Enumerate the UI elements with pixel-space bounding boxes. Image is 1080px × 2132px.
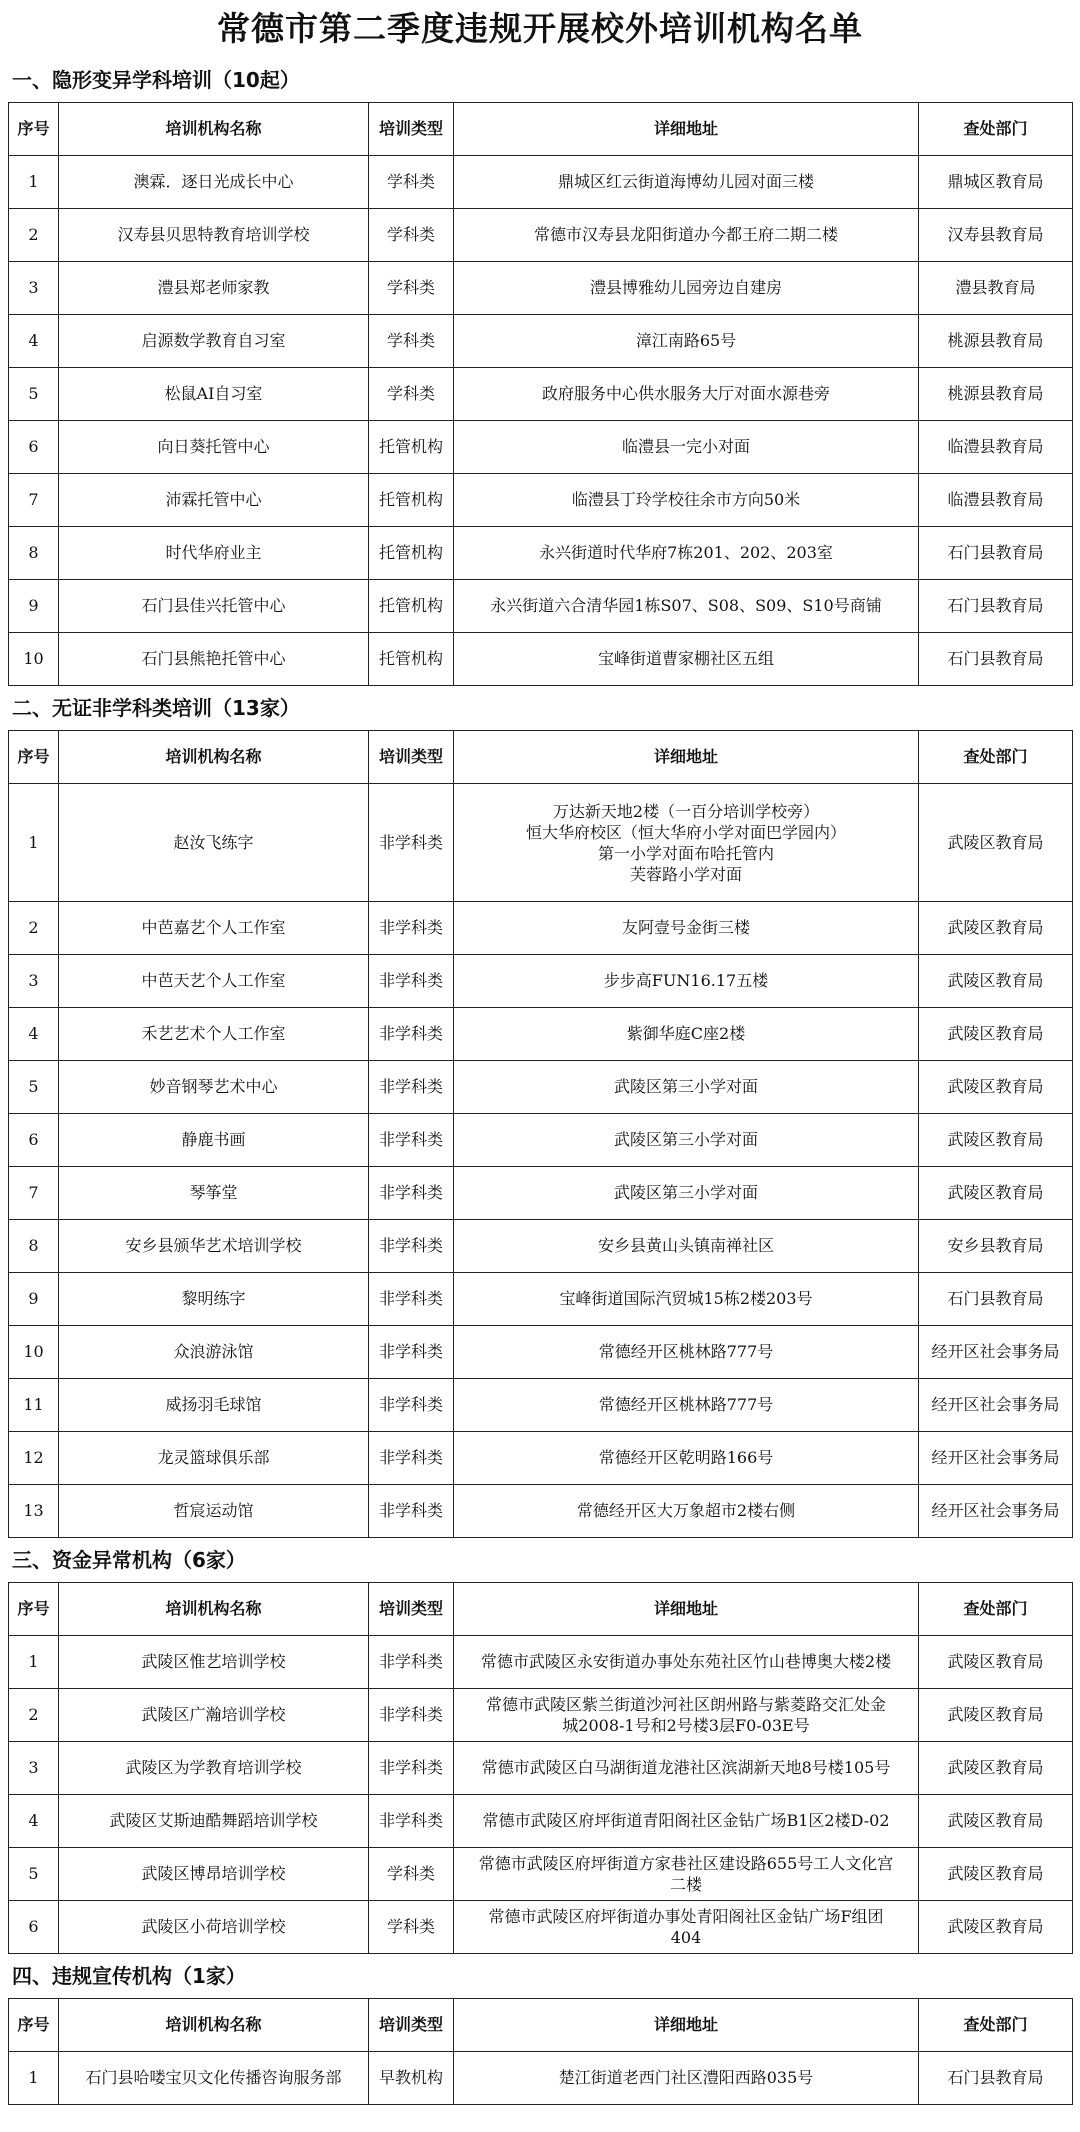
cell-dept: 石门县教育局 — [919, 580, 1073, 633]
cell-dept: 武陵区教育局 — [919, 1848, 1073, 1901]
cell-dept: 武陵区教育局 — [919, 1008, 1073, 1061]
header-name: 培训机构名称 — [59, 103, 369, 156]
institution-table — [8, 1998, 1073, 2105]
cell-dept: 经开区社会事务局 — [919, 1485, 1073, 1538]
table-row — [9, 209, 1073, 262]
cell-type: 非学科类 — [369, 1636, 454, 1689]
cell-name: 黎明练字 — [59, 1273, 369, 1326]
table-row — [9, 633, 1073, 686]
header-type: 培训类型 — [369, 1999, 454, 2052]
cell-dept: 桃源县教育局 — [919, 368, 1073, 421]
cell-type: 非学科类 — [369, 1485, 454, 1538]
cell-dept: 武陵区教育局 — [919, 1795, 1073, 1848]
cell-type: 托管机构 — [369, 633, 454, 686]
cell-type: 非学科类 — [369, 1689, 454, 1742]
cell-address: 常德市武陵区白马湖街道龙港社区滨湖新天地8号楼105号 — [454, 1742, 919, 1795]
address-line: 恒大华府校区（恒大华府小学对面巴学园内） — [525, 822, 846, 842]
cell-address: 临澧县一完小对面 — [454, 421, 919, 474]
cell-no: 4 — [9, 1008, 59, 1061]
cell-dept: 经开区社会事务局 — [919, 1432, 1073, 1485]
cell-no: 9 — [9, 580, 59, 633]
cell-type: 非学科类 — [369, 1061, 454, 1114]
cell-address: 楚江街道老西门社区澧阳西路035号 — [454, 2052, 919, 2105]
cell-no: 6 — [9, 1901, 59, 1954]
cell-address — [454, 1848, 919, 1901]
cell-address: 常德经开区大万象超市2楼右侧 — [454, 1485, 919, 1538]
cell-no: 5 — [9, 368, 59, 421]
cell-address — [454, 784, 919, 902]
table-row — [9, 580, 1073, 633]
table-row — [9, 474, 1073, 527]
cell-type: 学科类 — [369, 1901, 454, 1954]
address-line: 常德市武陵区紫兰街道沙河社区朗州路与紫菱路交汇处金 — [485, 1695, 886, 1714]
cell-name: 澧县郑老师家教 — [59, 262, 369, 315]
table-header-row — [9, 103, 1073, 156]
address-line: 城2008-1号和2号楼3层F0-03E号 — [562, 1716, 810, 1735]
table-row — [9, 1689, 1073, 1742]
header-type: 培训类型 — [369, 1583, 454, 1636]
header-address: 详细地址 — [454, 1999, 919, 2052]
cell-type: 学科类 — [369, 1848, 454, 1901]
cell-name: 向日葵托管中心 — [59, 421, 369, 474]
table-row — [9, 902, 1073, 955]
cell-type: 非学科类 — [369, 1326, 454, 1379]
cell-no: 8 — [9, 527, 59, 580]
cell-no: 11 — [9, 1379, 59, 1432]
table-row — [9, 315, 1073, 368]
cell-name: 中芭天艺个人工作室 — [59, 955, 369, 1008]
cell-name: 石门县熊艳托管中心 — [59, 633, 369, 686]
cell-dept: 武陵区教育局 — [919, 902, 1073, 955]
cell-type: 托管机构 — [369, 421, 454, 474]
cell-dept: 临澧县教育局 — [919, 421, 1073, 474]
cell-address — [454, 1901, 919, 1954]
cell-type: 托管机构 — [369, 580, 454, 633]
cell-type: 非学科类 — [369, 1167, 454, 1220]
cell-type: 非学科类 — [369, 1273, 454, 1326]
header-dept: 查处部门 — [919, 103, 1073, 156]
table-row — [9, 1273, 1073, 1326]
address-line: 404 — [670, 1928, 702, 1947]
cell-name: 石门县佳兴托管中心 — [59, 580, 369, 633]
cell-name: 琴筝堂 — [59, 1167, 369, 1220]
cell-dept: 武陵区教育局 — [919, 784, 1073, 902]
cell-name: 武陵区小荷培训学校 — [59, 1901, 369, 1954]
table-row — [9, 1485, 1073, 1538]
address-line: 常德市武陵区府坪街道办事处青阳阁社区金钻广场F组团 — [488, 1907, 884, 1926]
cell-dept: 武陵区教育局 — [919, 1742, 1073, 1795]
cell-name: 安乡县颁华艺术培训学校 — [59, 1220, 369, 1273]
cell-type: 非学科类 — [369, 1742, 454, 1795]
cell-no: 3 — [9, 955, 59, 1008]
header-dept: 查处部门 — [919, 1583, 1073, 1636]
table-header-row — [9, 1999, 1073, 2052]
cell-dept: 石门县教育局 — [919, 1273, 1073, 1326]
cell-address: 常德市武陵区府坪街道青阳阁社区金钻广场B1区2楼D-02 — [454, 1795, 919, 1848]
document-title: 常德市第二季度违规开展校外培训机构名单 — [217, 9, 863, 48]
cell-no: 12 — [9, 1432, 59, 1485]
cell-type: 非学科类 — [369, 1795, 454, 1848]
section-heading: 四、违规宣传机构（1家） — [12, 1964, 246, 1988]
cell-dept: 武陵区教育局 — [919, 1114, 1073, 1167]
section-heading: 二、无证非学科类培训（13家） — [12, 696, 300, 720]
cell-dept: 武陵区教育局 — [919, 1636, 1073, 1689]
section-heading: 一、隐形变异学科培训（10起） — [12, 68, 300, 92]
institution-table — [8, 1582, 1073, 1954]
cell-type: 非学科类 — [369, 784, 454, 902]
cell-address: 宝峰街道国际汽贸城15栋2楼203号 — [454, 1273, 919, 1326]
address-line: 常德市武陵区府坪街道方家巷社区建设路655号工人文化宫 — [478, 1854, 894, 1873]
header-address: 详细地址 — [454, 731, 919, 784]
cell-name: 武陵区博昂培训学校 — [59, 1848, 369, 1901]
cell-address: 武陵区第三小学对面 — [454, 1114, 919, 1167]
header-name: 培训机构名称 — [59, 1999, 369, 2052]
table-row — [9, 368, 1073, 421]
cell-address: 常德经开区桃林路777号 — [454, 1379, 919, 1432]
header-name: 培训机构名称 — [59, 731, 369, 784]
institution-table — [8, 730, 1073, 1538]
cell-name: 时代华府业主 — [59, 527, 369, 580]
cell-address: 临澧县丁玲学校往余市方向50米 — [454, 474, 919, 527]
header-dept: 查处部门 — [919, 731, 1073, 784]
cell-address: 永兴街道时代华府7栋201、202、203室 — [454, 527, 919, 580]
cell-type: 非学科类 — [369, 1008, 454, 1061]
cell-dept: 汉寿县教育局 — [919, 209, 1073, 262]
cell-name: 启源数学教育自习室 — [59, 315, 369, 368]
cell-type: 学科类 — [369, 368, 454, 421]
cell-no: 5 — [9, 1848, 59, 1901]
cell-dept: 武陵区教育局 — [919, 955, 1073, 1008]
cell-address: 常德市汉寿县龙阳街道办今都王府二期二楼 — [454, 209, 919, 262]
cell-no: 4 — [9, 1795, 59, 1848]
table-row — [9, 1848, 1073, 1901]
cell-name: 沛霖托管中心 — [59, 474, 369, 527]
cell-type: 非学科类 — [369, 1220, 454, 1273]
table-row — [9, 1795, 1073, 1848]
table-row — [9, 1061, 1073, 1114]
cell-name: 石门县哈喽宝贝文化传播咨询服务部 — [59, 2052, 369, 2105]
cell-no: 1 — [9, 1636, 59, 1689]
header-address: 详细地址 — [454, 103, 919, 156]
cell-address: 武陵区第三小学对面 — [454, 1061, 919, 1114]
section-heading: 三、资金异常机构（6家） — [12, 1548, 246, 1572]
cell-dept: 石门县教育局 — [919, 527, 1073, 580]
cell-no: 2 — [9, 1689, 59, 1742]
cell-type: 非学科类 — [369, 1114, 454, 1167]
table-row — [9, 1167, 1073, 1220]
address-line: 芙蓉路小学对面 — [629, 864, 742, 884]
cell-no: 7 — [9, 474, 59, 527]
cell-name: 众浪游泳馆 — [59, 1326, 369, 1379]
cell-type: 非学科类 — [369, 955, 454, 1008]
cell-address: 常德市武陵区永安街道办事处东苑社区竹山巷博奥大楼2楼 — [454, 1636, 919, 1689]
cell-no: 4 — [9, 315, 59, 368]
cell-no: 8 — [9, 1220, 59, 1273]
table-header-row — [9, 1583, 1073, 1636]
table-row — [9, 156, 1073, 209]
address-line: 万达新天地2楼（一百分培训学校旁） — [552, 801, 820, 821]
header-name: 培训机构名称 — [59, 1583, 369, 1636]
cell-dept: 武陵区教育局 — [919, 1167, 1073, 1220]
cell-address: 常德经开区乾明路166号 — [454, 1432, 919, 1485]
table-row — [9, 2052, 1073, 2105]
sections-container — [0, 58, 1080, 2105]
header-type: 培训类型 — [369, 103, 454, 156]
cell-type: 早教机构 — [369, 2052, 454, 2105]
cell-name: 澳霖．逐日光成长中心 — [59, 156, 369, 209]
cell-address: 澧县博雅幼儿园旁边自建房 — [454, 262, 919, 315]
cell-type: 托管机构 — [369, 527, 454, 580]
cell-type: 学科类 — [369, 315, 454, 368]
address-line: 第一小学对面布哈托管内 — [597, 843, 774, 863]
cell-address: 政府服务中心供水服务大厅对面水源巷旁 — [454, 368, 919, 421]
cell-name: 松鼠AI自习室 — [59, 368, 369, 421]
cell-name: 静鹿书画 — [59, 1114, 369, 1167]
cell-no: 1 — [9, 156, 59, 209]
cell-type: 学科类 — [369, 156, 454, 209]
cell-address: 武陵区第三小学对面 — [454, 1167, 919, 1220]
table-row — [9, 1742, 1073, 1795]
cell-dept: 经开区社会事务局 — [919, 1379, 1073, 1432]
cell-no: 2 — [9, 902, 59, 955]
table-row — [9, 1008, 1073, 1061]
cell-dept: 桃源县教育局 — [919, 315, 1073, 368]
cell-name: 威扬羽毛球馆 — [59, 1379, 369, 1432]
cell-address: 宝峰街道曹家棚社区五组 — [454, 633, 919, 686]
cell-name: 中芭嘉艺个人工作室 — [59, 902, 369, 955]
table-row — [9, 1220, 1073, 1273]
cell-dept: 临澧县教育局 — [919, 474, 1073, 527]
cell-name: 龙灵篮球俱乐部 — [59, 1432, 369, 1485]
cell-name: 哲宸运动馆 — [59, 1485, 369, 1538]
cell-name: 武陵区广瀚培训学校 — [59, 1689, 369, 1742]
cell-no: 3 — [9, 1742, 59, 1795]
cell-address: 永兴街道六合清华园1栋S07、S08、S09、S10号商铺 — [454, 580, 919, 633]
cell-dept: 鼎城区教育局 — [919, 156, 1073, 209]
cell-type: 非学科类 — [369, 1432, 454, 1485]
address-line: 二楼 — [669, 1875, 702, 1894]
cell-type: 非学科类 — [369, 1379, 454, 1432]
cell-no: 7 — [9, 1167, 59, 1220]
cell-address: 紫御华庭C座2楼 — [454, 1008, 919, 1061]
cell-no: 10 — [9, 633, 59, 686]
table-header-row — [9, 731, 1073, 784]
table-row — [9, 955, 1073, 1008]
cell-dept: 经开区社会事务局 — [919, 1326, 1073, 1379]
cell-no: 1 — [9, 784, 59, 902]
header-no: 序号 — [9, 1583, 59, 1636]
cell-address: 安乡县黄山头镇南禅社区 — [454, 1220, 919, 1273]
header-no: 序号 — [9, 1999, 59, 2052]
cell-dept: 武陵区教育局 — [919, 1061, 1073, 1114]
cell-no: 6 — [9, 421, 59, 474]
cell-dept: 武陵区教育局 — [919, 1901, 1073, 1954]
cell-dept: 石门县教育局 — [919, 2052, 1073, 2105]
cell-no: 1 — [9, 2052, 59, 2105]
cell-no: 13 — [9, 1485, 59, 1538]
cell-no: 5 — [9, 1061, 59, 1114]
cell-address — [454, 1689, 919, 1742]
cell-dept: 石门县教育局 — [919, 633, 1073, 686]
cell-no: 10 — [9, 1326, 59, 1379]
header-no: 序号 — [9, 731, 59, 784]
header-dept: 查处部门 — [919, 1999, 1073, 2052]
cell-type: 学科类 — [369, 262, 454, 315]
cell-dept: 安乡县教育局 — [919, 1220, 1073, 1273]
cell-address: 步步高FUN16.17五楼 — [454, 955, 919, 1008]
cell-name: 武陵区艾斯迪酷舞蹈培训学校 — [59, 1795, 369, 1848]
table-row — [9, 1432, 1073, 1485]
cell-address: 漳江南路65号 — [454, 315, 919, 368]
cell-no: 2 — [9, 209, 59, 262]
table-row — [9, 1901, 1073, 1954]
cell-address: 常德经开区桃林路777号 — [454, 1326, 919, 1379]
cell-dept: 澧县教育局 — [919, 262, 1073, 315]
table-row — [9, 421, 1073, 474]
cell-type: 非学科类 — [369, 902, 454, 955]
table-row — [9, 1114, 1073, 1167]
cell-no: 9 — [9, 1273, 59, 1326]
cell-dept: 武陵区教育局 — [919, 1689, 1073, 1742]
cell-name: 武陵区为学教育培训学校 — [59, 1742, 369, 1795]
cell-name: 赵汝飞练字 — [59, 784, 369, 902]
cell-name: 武陵区惟艺培训学校 — [59, 1636, 369, 1689]
institution-table — [8, 102, 1073, 686]
table-row — [9, 262, 1073, 315]
table-row — [9, 1636, 1073, 1689]
cell-address: 鼎城区红云街道海博幼儿园对面三楼 — [454, 156, 919, 209]
cell-no: 3 — [9, 262, 59, 315]
cell-name: 妙音钢琴艺术中心 — [59, 1061, 369, 1114]
table-row — [9, 784, 1073, 902]
cell-type: 学科类 — [369, 209, 454, 262]
cell-name: 汉寿县贝思特教育培训学校 — [59, 209, 369, 262]
header-type: 培训类型 — [369, 731, 454, 784]
header-address: 详细地址 — [454, 1583, 919, 1636]
cell-name: 禾艺艺术个人工作室 — [59, 1008, 369, 1061]
cell-address: 友阿壹号金街三楼 — [454, 902, 919, 955]
header-no: 序号 — [9, 103, 59, 156]
cell-type: 托管机构 — [369, 474, 454, 527]
cell-no: 6 — [9, 1114, 59, 1167]
table-row — [9, 527, 1073, 580]
table-row — [9, 1326, 1073, 1379]
table-row — [9, 1379, 1073, 1432]
